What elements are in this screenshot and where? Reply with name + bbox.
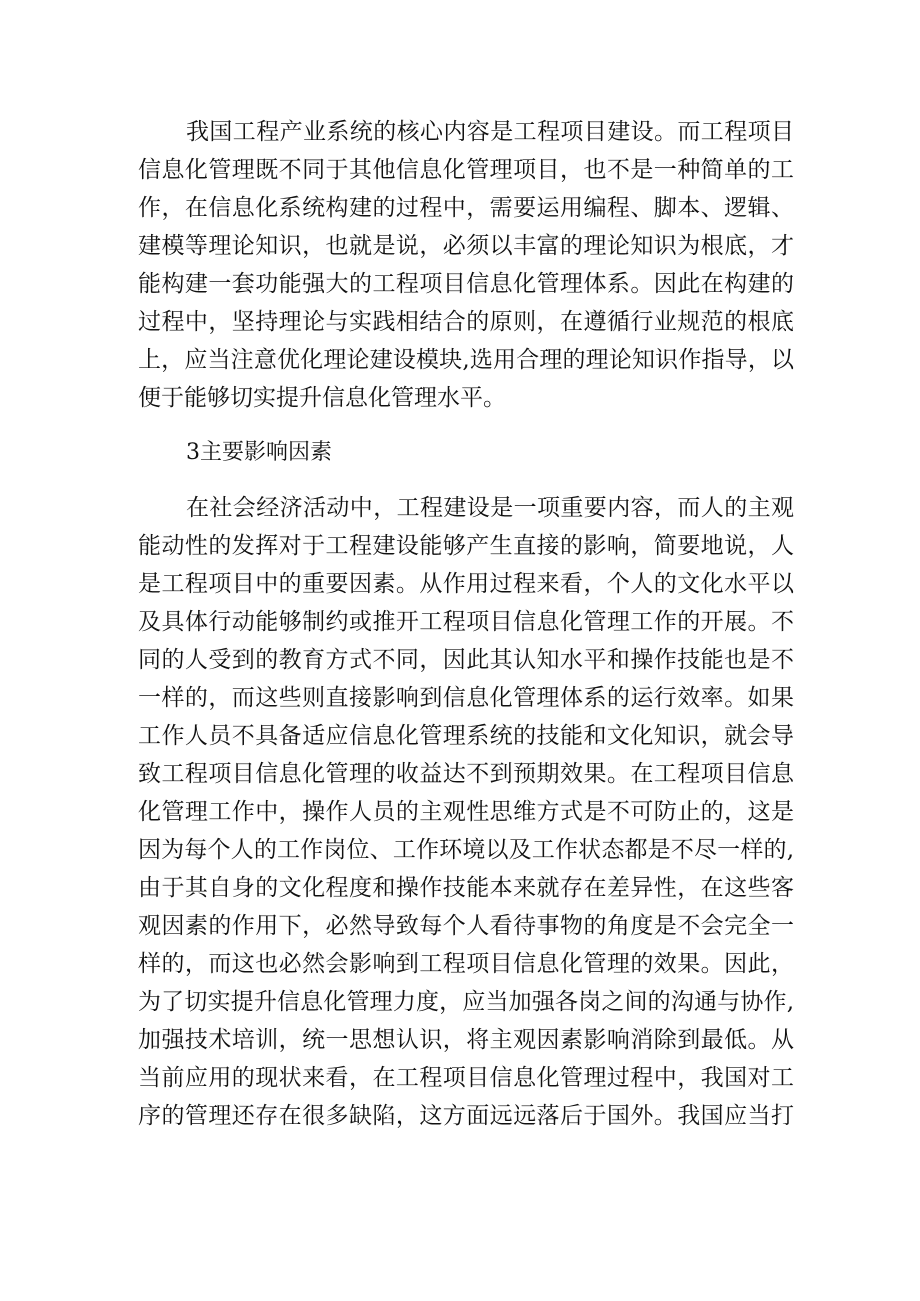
paragraph-line: 便于能够切实提升信息化管理水平。: [138, 385, 506, 411]
paragraph-line: 工作人员不具备适应信息化管理系统的技能和文化知识，就会导: [138, 723, 794, 749]
paragraph-line: 一样的，而这些则直接影响到信息化管理体系的运行效率。如果: [138, 685, 794, 711]
paragraph-line: 观因素的作用下，必然导致每个人看待事物的角度是不会完全一: [138, 913, 794, 939]
paragraph-line: 及具体行动能够制约或推开工程项目信息化管理工作的开展。不: [138, 609, 794, 635]
section-heading: 3主要影响因素: [186, 440, 332, 465]
paragraph-main-factors: [138, 489, 794, 1135]
paragraph-line: 化管理工作中，操作人员的主观性思维方式是不可防止的，这是: [138, 799, 794, 825]
paragraph-line: 为了切实提升信息化管理力度，应当加强各岗之间的沟通与协作,: [138, 989, 794, 1015]
paragraph-line: 在社会经济活动中，工程建设是一项重要内容，而人的主观: [186, 495, 794, 521]
paragraph-line: 致工程项目信息化管理的收益达不到预期效果。在工程项目信息: [138, 761, 794, 787]
paragraph-line: 序的管理还存在很多缺陷，这方面远远落后于国外。我国应当打: [138, 1103, 794, 1129]
paragraph-line: 作，在信息化系统构建的过程中，需要运用编程、脚本、逻辑、: [138, 195, 794, 221]
paragraph-line: 加强技术培训，统一思想认识，将主观因素影响消除到最低。从: [138, 1027, 794, 1053]
paragraph-line: 上，应当注意优化理论建设模块,选用合理的理论知识作指导，以: [138, 347, 794, 373]
paragraph-theory-foundation: [138, 113, 794, 417]
paragraph-line: 样的，而这也必然会影响到工程项目信息化管理的效果。因此，: [138, 951, 794, 977]
paragraph-line: 能动性的发挥对于工程建设能够产生直接的影响，简要地说，人: [138, 533, 794, 559]
paragraph-line: 过程中，坚持理论与实践相结合的原则，在遵循行业规范的根底: [138, 309, 794, 335]
paragraph-line: 建模等理论知识，也就是说，必须以丰富的理论知识为根底，才: [138, 233, 794, 259]
paragraph-line: 同的人受到的教育方式不同，因此其认知水平和操作技能也是不: [138, 647, 794, 673]
paragraph-line: 信息化管理既不同于其他信息化管理项目，也不是一种简单的工: [138, 157, 794, 183]
paragraph-line: 当前应用的现状来看，在工程项目信息化管理过程中，我国对工: [138, 1065, 794, 1091]
paragraph-line: 我国工程产业系统的核心内容是工程项目建设。而工程项目: [186, 119, 794, 145]
document-body: [138, 113, 794, 1135]
paragraph-line: 由于其自身的文化程度和操作技能本来就存在差异性，在这些客: [138, 875, 794, 901]
paragraph-line: 是工程项目中的重要因素。从作用过程来看，个人的文化水平以: [138, 571, 794, 597]
paragraph-line: 能构建一套功能强大的工程项目信息化管理体系。因此在构建的: [138, 271, 794, 297]
paragraph-line: 因为每个人的工作岗位、工作环境以及工作状态都是不尽一样的,: [138, 837, 794, 863]
